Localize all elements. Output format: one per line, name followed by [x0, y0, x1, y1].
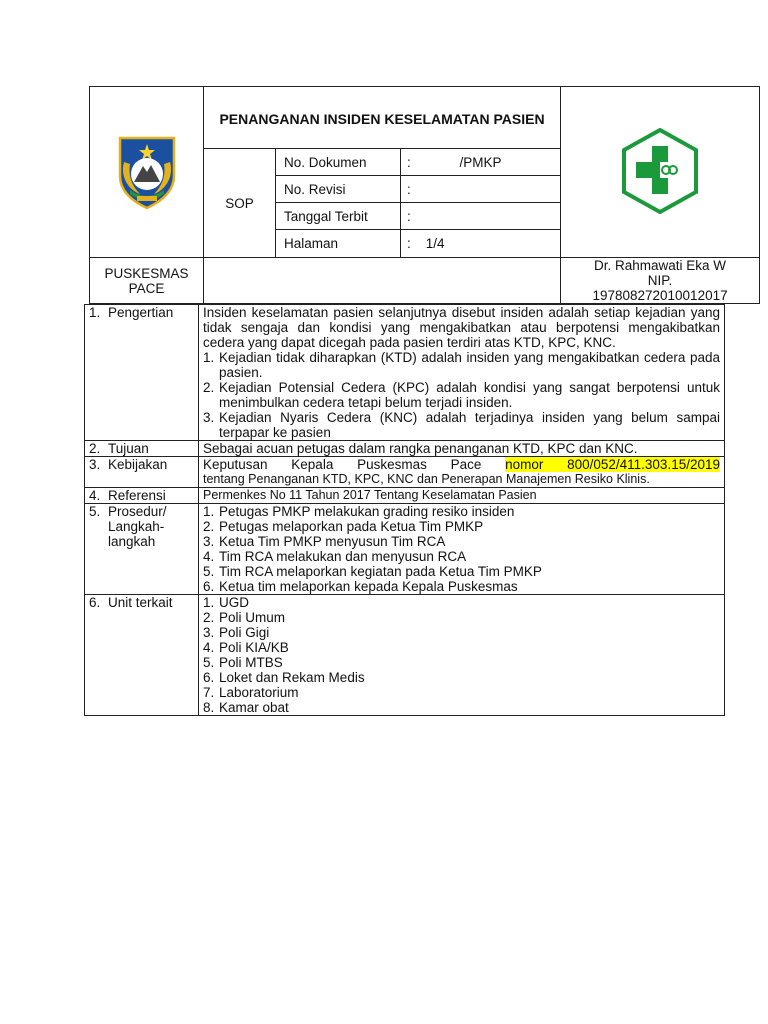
section-kebijakan: [85, 457, 725, 488]
list-item: 2. Petugas melaporkan pada Ketua Tim PMKP: [203, 519, 484, 534]
org-line-2: PACE: [128, 280, 165, 296]
unit-list: [203, 595, 720, 715]
section-label: 4. Referensi: [85, 488, 199, 504]
puskesmas-logo-cell: [561, 87, 760, 258]
pengertian-list: [203, 350, 720, 440]
document-title: PENANGANAN INSIDEN KESELAMATAN PASIEN: [219, 110, 545, 127]
no-revisi-label: No. Revisi: [276, 176, 401, 203]
pengertian-intro: Insiden keselamatan pasien selanjutnya disebut insiden adalah setiap kejadian yang tidak sengaja dan kondisi yang mengakibatkan atau berpotensi mengakibatkan cedera yang dapat dicegah pada pasien terdiri atas KTD, KPC, KNC.: [203, 305, 720, 350]
list-item: 5. Tim RCA melaporkan kegiatan pada Ketua Tim PMKP: [203, 564, 542, 579]
halaman-value: : 1/4: [401, 230, 561, 258]
signer-nip: 197808272010012017: [592, 288, 728, 303]
highlighted-decree-number: nomor 800/052/411.303.15/2019: [505, 457, 720, 472]
tujuan-text: Sebagai acuan petugas dalam rangka penanganan KTD, KPC dan KNC.: [199, 441, 725, 457]
list-item: 6. Ketua tim melaporkan kepada Kepala Puskesmas: [203, 579, 518, 594]
list-item: 7. Laboratorium: [203, 685, 299, 700]
org-line-1: PUSKESMAS: [104, 265, 189, 281]
regency-emblem-logo: [110, 132, 184, 210]
kebijakan-line-2: tentang Penanganan KTD, KPC, KNC dan Penerapan Manajemen Resiko Klinis.: [203, 472, 650, 486]
list-item: 5. Poli MTBS: [203, 655, 283, 670]
prosedur-list: [203, 504, 720, 594]
list-item: 4. Poli KIA/KB: [203, 640, 289, 655]
section-unit-terkait: [85, 595, 725, 716]
puskesmas-cross-logo: [620, 128, 700, 214]
signer-name: Dr. Rahmawati Eka W: [594, 258, 727, 273]
list-item: 3. Kejadian Nyaris Cedera (KNC) adalah terjadinya insiden yang belum sampai terpapar ke pasien: [203, 410, 720, 440]
list-item: 2. Poli Umum: [203, 610, 286, 625]
list-item: 8. Kamar obat: [203, 700, 289, 715]
list-item: 3. Poli Gigi: [203, 625, 270, 640]
list-item: 4. Tim RCA melakukan dan menyusun RCA: [203, 549, 467, 564]
list-item: 3. Ketua Tim PMKP menyusun Tim RCA: [203, 534, 446, 549]
section-label: 5. Prosedur/ Langkah- langkah: [85, 504, 199, 595]
sop-label-cell: [204, 149, 276, 258]
section-body: [199, 457, 725, 488]
section-referensi: [85, 488, 725, 504]
regency-logo-cell: [90, 87, 204, 258]
section-label: 1. Pengertian: [85, 305, 199, 441]
section-label: 3. Kebijakan: [85, 457, 199, 488]
section-body: [199, 595, 725, 716]
no-revisi-value: :: [401, 176, 561, 203]
section-label: 6. Unit terkait: [85, 595, 199, 716]
signer-nip-label: NIP.: [647, 273, 673, 288]
tanggal-terbit-label: Tanggal Terbit: [276, 203, 401, 230]
kebijakan-line-1: Keputusan Kepala Puskesmas Pace nomor 800/052/411.303.15/2019: [203, 457, 720, 472]
tanggal-terbit-value: :: [401, 203, 561, 230]
referensi-text: Permenkes No 11 Tahun 2017 Tentang Keselamatan Pasien: [199, 488, 725, 504]
no-dokumen-value: : /PMKP: [401, 149, 561, 176]
list-item: 1. Kejadian tidak diharapkan (KTD) adalah insiden yang mengakibatkan cedera pada pasien.: [203, 350, 720, 380]
no-dokumen-label: No. Dokumen: [276, 149, 401, 176]
section-prosedur: [85, 504, 725, 595]
sop-label: SOP: [225, 195, 254, 211]
section-body: [199, 504, 725, 595]
halaman-label: Halaman: [276, 230, 401, 258]
list-item: 1. UGD: [203, 595, 249, 610]
sop-header-table: [89, 86, 760, 304]
list-item: 1. Petugas PMKP melakukan grading resiko insiden: [203, 504, 515, 519]
blank-cell: [204, 258, 561, 304]
list-item: 2. Kejadian Potensial Cedera (KPC) adalah kondisi yang sangat berpotensi untuk menimbulkan cedera tetapi belum terjadi insiden.: [203, 380, 720, 410]
section-pengertian: [85, 305, 725, 441]
signer-cell: [561, 258, 760, 304]
org-name-cell: [90, 258, 204, 304]
sop-content-table: [84, 304, 725, 716]
section-body: [199, 305, 725, 441]
section-label: 2. Tujuan: [85, 441, 199, 457]
section-tujuan: [85, 441, 725, 457]
list-item: 6. Loket dan Rekam Medis: [203, 670, 365, 685]
document-title-cell: [204, 87, 561, 149]
